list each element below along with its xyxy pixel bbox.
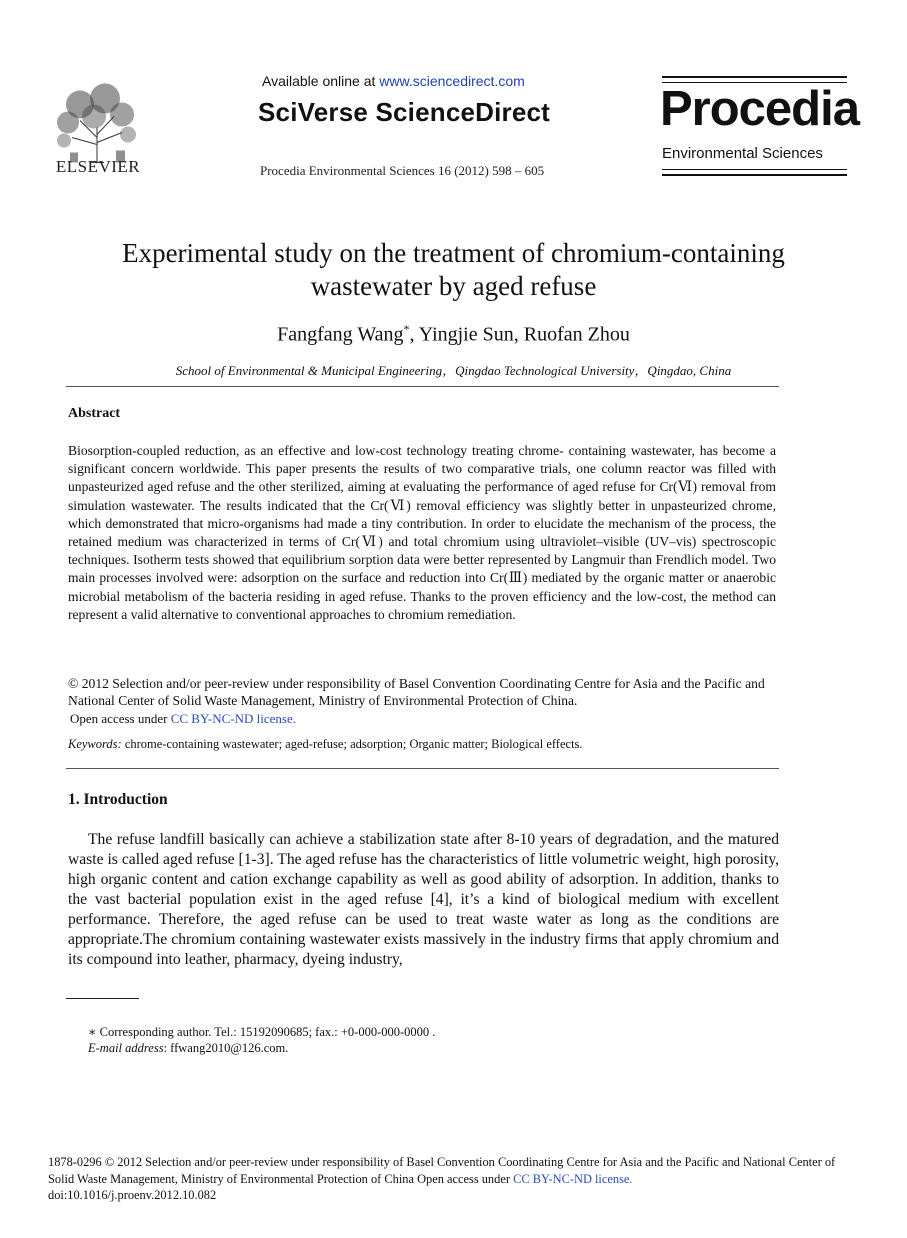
affiliation: School of Environmental & Municipal Engineering，Qingdao Technological University，Qingdao, China [175, 363, 732, 378]
abstract-text: Biosorption-coupled reduction, as an effective and low-cost technology treating chrome- containing wastewater, has become a significant concern worldwide. This paper presents the results of two comparative trials, one column reactor was filled with unpasteurized aged refuse and the other sterilized, aiming at evaluating the performance of aged refuse for Cr(Ⅵ) removal from simulation wastewater. The results indicated that the Cr(Ⅵ) removal efficiency was slightly better in unpasteurized chrome, which demonstrated that micro-organisms had made a tiny contribution. In order to elucidate the mechanism of the process, the retained medium was characterized in terms of Cr(Ⅵ) and total chromium using ultraviolet–visible (UV–vis) spectroscopic techniques. Isotherm tests showed that equilibrium sorption data were better represented by Langmuir than Frendlich model. Two main processes involved were: adsorption on the surface and reduction into Cr(Ⅲ) mediated by the organic matter or anaerobic microbial metabolism of the bacteria residing in aged refuse. Thanks to the proven efficiency and the low-cost, the method can represent a valid alternative to conventional approaches to chromium remediation. [68, 443, 776, 622]
corresponding-author-footnote: ∗ Corresponding author. Tel.: 15192090685; fax.: +0-000-000-0000 . [88, 1025, 436, 1039]
abstract-heading: Abstract [68, 406, 121, 421]
divider-top [66, 386, 779, 387]
doi[interactable]: doi:10.1016/j.proenv.2012.10.082 [48, 1188, 217, 1202]
keywords [68, 737, 583, 752]
open-access-prefix: Open access under [70, 711, 171, 726]
license-link[interactable]: CC BY-NC-ND license. [170, 711, 297, 726]
author-list [40, 322, 867, 347]
title-line-1: Experimental study on the treatment of chromium-containing [122, 238, 785, 268]
article-title [40, 237, 867, 303]
journal-logo-rule-bottom [662, 174, 847, 176]
title-line-2: wastewater by aged refuse [310, 271, 597, 301]
corresponding-mark: * [403, 322, 410, 336]
footnote-rule [66, 998, 139, 999]
open-access-note [70, 711, 296, 727]
available-online-prefix: Available online at [262, 73, 380, 89]
footer-license-link[interactable]: CC BY-NC-ND license. [513, 1171, 633, 1186]
journal-logo-rule-bottom-thin [662, 169, 847, 170]
elsevier-wordmark: ELSEVIER [55, 157, 141, 176]
platform-logo: SciVerse ScienceDirect [258, 97, 551, 127]
journal-logo-title: Procedia [660, 82, 859, 136]
sciencedirect-link[interactable]: www.sciencedirect.com [379, 73, 525, 89]
journal-logo-subtitle: Environmental Sciences [662, 145, 823, 162]
keywords-list: chrome-containing wastewater; aged-refuse; adsorption; Organic matter; Biological effects. [121, 737, 583, 751]
keywords-label: Keywords: [68, 737, 122, 751]
introduction-text: The refuse landfill basically can achieve a stabilization state after 8-10 years of degradation, and the matured waste is called aged refuse [1-3]. The aged refuse has the characteristics of little volumetric weight, high porosity, high organic content and cation exchange capability as well as good ability of adsorption. In addition, thanks to the vast bacterial population exist in the aged refuse [4], it’s a kind of biological medium with excellent performance. Therefore, the aged refuse can be used to treat waste water as long as the conditions are appropriate.The chromium containing wastewater exists massively in the industry firms that apply chromium and its compound into leather, pharmacy, dyeing industry, [68, 831, 779, 968]
email-label: E-mail address [88, 1041, 164, 1055]
footer-copyright: 1878-0296 © 2012 Selection and/or peer-review under responsibility of Basel Convention Coordinating Centre for Asia and the Pacific and National Center of Solid Waste Management, Ministry of Environmental Protection of China [48, 1155, 836, 1186]
available-online [262, 73, 525, 89]
co-authors: , Yingjie Sun, Ruofan Zhou [409, 323, 630, 346]
journal-reference: Procedia Environmental Sciences 16 (2012) 598 – 605 [260, 163, 545, 178]
page-footer [48, 1154, 858, 1204]
email-footnote [88, 1041, 288, 1056]
first-author: Fangfang Wang [277, 323, 404, 346]
email-address: : ffwang2010@126.com. [163, 1041, 289, 1055]
introduction-heading: 1. Introduction [68, 791, 168, 808]
footer-open-access-prefix: Open access under [417, 1171, 514, 1186]
divider-bottom [66, 768, 779, 769]
journal-logo-rule-top [662, 76, 847, 78]
copyright-notice: © 2012 Selection and/or peer-review under responsibility of Basel Convention Coordinating Centre for Asia and the Pacific and National Center of Solid Waste Management, Ministry of Environmental Protection of China. [68, 676, 765, 708]
